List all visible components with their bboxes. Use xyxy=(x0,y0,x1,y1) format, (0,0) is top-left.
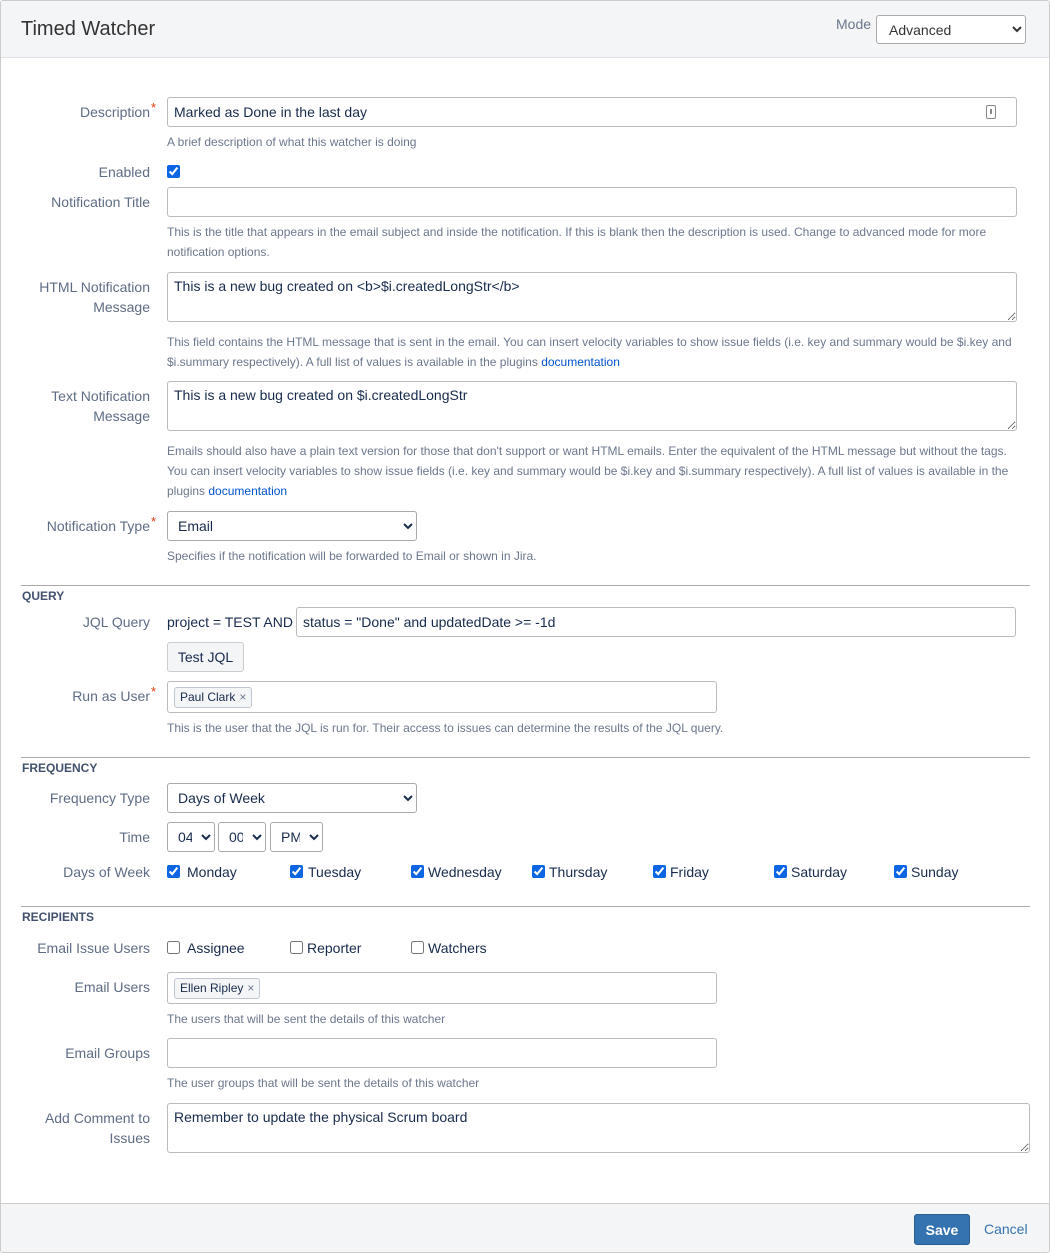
description-input[interactable] xyxy=(167,97,1017,127)
text-documentation-link[interactable]: documentation xyxy=(208,484,288,498)
day-label-sunday: Sunday xyxy=(911,864,959,880)
email-users-label: Email Users xyxy=(74,979,150,995)
email-groups-input[interactable] xyxy=(167,1038,717,1068)
frequency-type-select[interactable] xyxy=(167,783,417,813)
mode-select[interactable] xyxy=(876,15,1026,44)
description-label: Description * xyxy=(79,100,156,120)
html-documentation-link[interactable]: documentation xyxy=(541,355,620,369)
email-groups-help: The user groups that will be sent the details of this watcher xyxy=(167,1076,480,1090)
day-checkbox-thursday[interactable] xyxy=(532,865,545,878)
query-section-title: QUERY xyxy=(22,589,65,603)
email-issue-users-label: Email Issue Users xyxy=(37,940,150,956)
notification-type-select[interactable] xyxy=(167,511,417,541)
day-label-thursday: Thursday xyxy=(549,864,608,880)
notification-type-label: Notification Type * xyxy=(46,514,156,534)
frequency-divider xyxy=(21,757,1030,758)
minute-select[interactable] xyxy=(218,822,266,852)
dialog-title: Timed Watcher xyxy=(21,18,156,40)
ampm-select[interactable] xyxy=(270,822,323,852)
notification-title-help: This is the title that appears in the email subject and inside the notification. If this is blank then the description is used. Change to advanced mode for more notification options. xyxy=(167,225,987,259)
hour-select[interactable] xyxy=(167,822,215,852)
html-message-textarea[interactable] xyxy=(167,272,1017,322)
frequency-type-label: Frequency Type xyxy=(49,790,150,806)
day-label-wednesday: Wednesday xyxy=(428,864,502,880)
day-checkbox-wednesday[interactable] xyxy=(411,865,424,878)
add-comment-textarea[interactable] xyxy=(167,1103,1030,1153)
text-message-label: Text Notification Message xyxy=(51,388,150,424)
recipients-section-title: RECIPIENTS xyxy=(22,910,95,924)
day-label-tuesday: Tuesday xyxy=(308,864,362,880)
run-as-user-tag: Paul Clark × xyxy=(174,687,252,708)
day-checkbox-sunday[interactable] xyxy=(894,865,907,878)
jql-prefix: project = TEST AND xyxy=(167,614,293,630)
assignee-checkbox[interactable] xyxy=(167,941,180,954)
text-message-textarea[interactable] xyxy=(167,381,1017,431)
jql-label: JQL Query xyxy=(82,614,150,630)
notification-type-help: Specifies if the notification will be forwarded to Email or shown in Jira. xyxy=(167,549,537,563)
text-message-help: Emails should also have a plain text version for those that don't support or want HTML emails. Enter the equivalent of the HTML message but without the tags. You can insert velocity variables to show issue fields (i.e. key and summary would be $i.key and $i.summary respectively). A full list of values is available in the plugins documentation xyxy=(167,444,1009,498)
reporter-checkbox[interactable] xyxy=(290,941,303,954)
notification-title-input[interactable] xyxy=(167,187,1017,217)
query-divider xyxy=(21,585,1030,586)
days-of-week-label: Days of Week xyxy=(63,864,150,880)
assignee-label: Assignee xyxy=(187,940,245,956)
day-label-friday: Friday xyxy=(670,864,709,880)
day-checkbox-tuesday[interactable] xyxy=(290,865,303,878)
test-jql-button[interactable]: Test JQL xyxy=(167,642,244,672)
watchers-checkbox[interactable] xyxy=(411,941,424,954)
save-button[interactable]: Save xyxy=(914,1214,970,1245)
notification-title-label: Notification Title xyxy=(51,194,150,210)
remove-email-user-icon[interactable]: × xyxy=(247,981,255,995)
day-label-monday: Monday xyxy=(187,864,237,880)
enabled-label: Enabled xyxy=(98,164,150,180)
email-users-help: The users that will be sent the details of this watcher xyxy=(167,1012,446,1026)
remove-user-icon[interactable]: × xyxy=(239,690,247,704)
watchers-label: Watchers xyxy=(428,940,487,956)
reporter-label: Reporter xyxy=(307,940,362,956)
recipients-divider xyxy=(21,906,1030,907)
dialog-header xyxy=(1,1,1049,58)
dialog-footer xyxy=(1,1203,1049,1253)
frequency-section-title: FREQUENCY xyxy=(22,761,98,775)
html-message-help: This field contains the HTML message that is sent in the email. You can insert velocity variables to show issue fields (i.e. key and summary would be $i.key and $i.summary respectively). A full list of values is available in the plugins documentation xyxy=(167,335,1012,369)
day-checkbox-friday[interactable] xyxy=(653,865,666,878)
day-checkbox-monday[interactable] xyxy=(167,865,180,878)
day-label-saturday: Saturday xyxy=(791,864,848,880)
enabled-checkbox[interactable] xyxy=(167,165,180,178)
email-groups-label: Email Groups xyxy=(65,1045,150,1061)
day-checkbox-saturday[interactable] xyxy=(774,865,787,878)
run-as-user-label: Run as User * xyxy=(72,684,156,704)
cancel-link[interactable]: Cancel xyxy=(984,1221,1028,1237)
html-message-label: HTML Notification Message xyxy=(39,279,150,315)
run-as-user-picker[interactable] xyxy=(167,681,717,713)
email-user-tag: Ellen Ripley × xyxy=(174,978,260,999)
jql-input[interactable] xyxy=(296,607,1016,637)
add-comment-label: Add Comment to Issues xyxy=(44,1110,150,1146)
run-as-user-help: This is the user that the JQL is run for. Their access to issues can determine the results of the JQL query. xyxy=(167,721,724,735)
time-label: Time xyxy=(119,829,150,845)
field-doc-icon[interactable] xyxy=(986,105,996,119)
mode-label: Mode xyxy=(836,16,872,32)
email-users-picker[interactable] xyxy=(167,972,717,1004)
description-help: A brief description of what this watcher is doing xyxy=(167,135,417,149)
